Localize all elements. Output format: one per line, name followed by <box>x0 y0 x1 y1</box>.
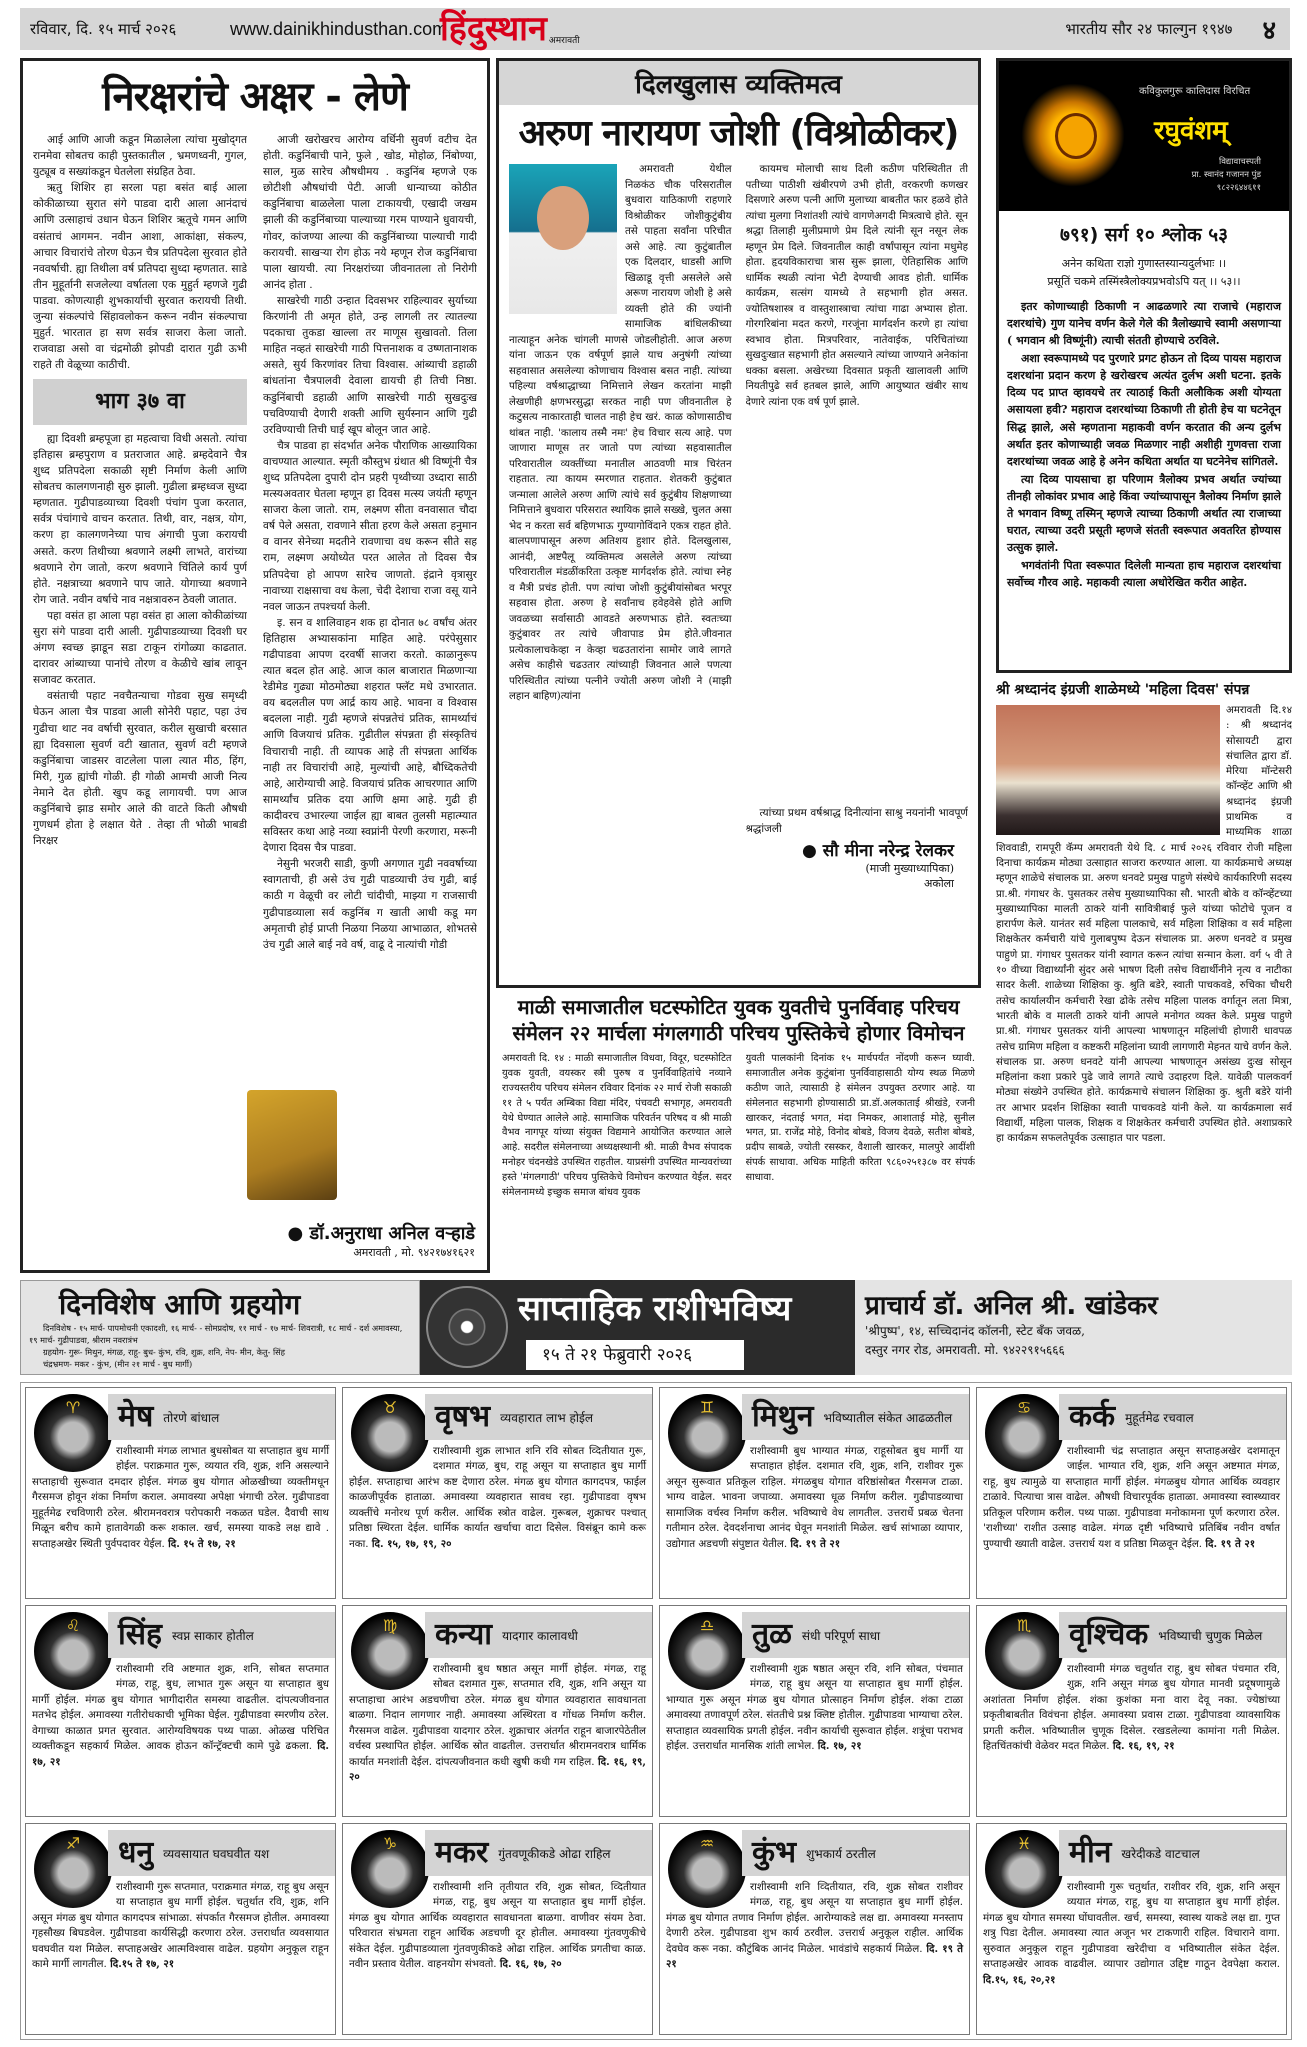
paragraph: त्या दिव्य पायसाचा हा परिणाम त्रैलोक्य प्रभव अर्थात ज्यांच्या तीनही लोकांवर प्रभाव आहे किंवा ज्यांच्यापासून त्रैलोक्य निर्माण झाले ते भगवान विष्णू तस्मिन् म्हणजे त्याच्या ठिकाणी अर्थात त्या राजाच्या घरात, त्याच्या उदरी प्रसूती म्हणजे संतती स्वरूपात अवतरित होण्यास उत्सुक झाले. <box>1007 472 1281 554</box>
article-body <box>996 703 1292 1258</box>
auspicious-days: दि. १६, १९, २० <box>349 1755 646 1784</box>
masthead-date: रविवार, दि. १५ मार्च २०२६ <box>30 20 177 38</box>
person-photo <box>509 164 617 314</box>
rashibhavishya-title: साप्ताहिक राशीभविष्य <box>518 1289 792 1329</box>
rashi-header <box>1059 1830 1286 1876</box>
forecast-text: राशीस्वामी बुध षष्ठात असून मार्गी होईल. मंगळ, राहू सोबत दशमात गुरू, सप्तमात रवि, शुक्र, शनि असून या सप्ताहाचा आरंभ अडचणीचा ठरेल. मंगळ बुध योगात व्यवहारात सावधानता बाळगा. निदान लागणार नाही. अमावस्या अस्थिरता व गोंधळ निर्माण करील. गैरसमज वाढेल. गुढीपाडवा यादगार ठरेल. शुक्राचार अंतर्गत राहून बाजारपेठेतील वर्चस्व प्रस्थापित होईल. आर्थिक स्रोत वाढतील. उत्तरार्धात श्रीरामनवरात्र धार्मिक कार्यात मनशांती देईल. दांपत्यजीवनात कधी खुषी कधी गम राहिल. <box>349 1663 646 1768</box>
rashi-name: मीन <box>1069 1835 1112 1870</box>
rashi-name: कन्या <box>435 1617 493 1652</box>
bullet-icon: ● <box>287 1223 310 1244</box>
dinvishesh-box <box>20 1280 420 1375</box>
author-title: विद्यावाचस्पती <box>1219 157 1261 167</box>
rashi-forecast <box>32 1880 329 1973</box>
banner-title: रघुवंशम् <box>1154 116 1228 146</box>
auspicious-days: दि.१५, १६, २०,२१ <box>983 1973 1056 1986</box>
paragraph: आजी खरोखरच आरोग्य वर्धिनी सुवर्ण वटीच देत होती. कडुनिंबाची पाने, फुले , खोड, मोहोळ, निंबोण्या, साल, मुळ सारेच औषधीमय . कडुनिंब म्हणजे एक छोटीशी औषधांची पेटी. आजी धान्याच्या कोठीत कडुनिंबाचा बाळलेला पाला टाकायची, एखादी जखम झाली की कडुनिंबाच्या पाल्याच्या गरम पाण्याने धुवायची, गोवर, कांजण्या आल्या की कडुनिंबाच्या पाल्याची गादी करायची. साखऱ्या रोग होऊ नये म्हणून रोज कडुनिंबाचा पाला खायची. त्या निरक्षरांच्या जीवनातला तो निरोगी आनंद होता . <box>263 134 477 291</box>
rashi-forecast <box>983 1444 1280 1552</box>
part-label: भाग ३७ वा <box>33 379 247 424</box>
section-kicker: दिलखुलास व्यक्तिमत्व <box>499 61 978 105</box>
banner-author <box>1192 156 1261 194</box>
author-name: प्रा. स्वानंद गजानन पुंड <box>1191 169 1261 180</box>
rashi-card <box>342 1605 653 1817</box>
rashi-header <box>425 1612 652 1658</box>
auspicious-days: दि. १९ ते २१ <box>1205 1537 1256 1550</box>
rashi-forecast <box>666 1662 963 1755</box>
zodiac-glyph-icon: ♍ <box>382 1616 398 1635</box>
article-mahila-divas <box>996 680 1292 1274</box>
verse-commentary <box>999 298 1289 591</box>
paragraph: कायमच मोलाची साथ दिली कठीण परिस्थितीत ती पतीच्या पाठीशी खंबीरपणे उभी होती, वरकरणी कणखर दिसणारे अरुण पत्नी आणि मुलाच्या बाबतीत फार हळवे होते त्यांचा मुलगा निशांतशी त्यांचे वागणेअगदी मित्रत्वाचे होते. सून श्रद्धा तिलाही मुलीप्रमाणे प्रेम दिले त्यांनी सून नसून लेक म्हणून प्रेम दिले. जिवनातील काही वर्षांपासून त्यांना मधुमेह होता. हृदयविकाराचा त्रास सुरू झाला, ऐतिहासिक आणि धार्मिक स्थळी त्यांना भेटी देण्याची आवड होती. धार्मिक कार्यक्रम, सत्संग यामध्ये ते सहभागी होत असत. ज्योतिषशास्त्र व वास्तुशास्त्राचा त्यांचा गाढा अभ्यास होता. गोरगरिबांना मदत करणे, गरजूंना मार्गदर्शन करणे हा त्यांचा स्वभाव होता. मित्रपरिवार, नातेवाईक, परिचितांच्या सुखदुःखात सहभागी होत असल्याने त्यांच्या जाण्याने अनेकांना धक्का बसला. अखेरच्या दिवसात प्रकृती खालावली आणि नियतीपुढे सर्व हतबल झाले, आणि आयुष्यात खंबीर साथ देणारे त्यांना एक वर्ष पूर्ण झाले. <box>745 164 968 408</box>
rashi-header <box>108 1612 335 1658</box>
rashi-header <box>1059 1612 1286 1658</box>
article-column-2 <box>263 132 477 1012</box>
paragraph: अशा स्वरूपामध्ये पद पुरणारे प्रगट होऊन तो दिव्य पायस महाराज दशरथांना प्रदान करण हे खरोखरच अत्यंत दुर्लभ अशी घटना. इतके दिव्य पद प्राप्त व्हावयचे तर त्याठाई किती अलौकिक अशी योग्यता असायला हवी? महाराज दशरथांच्या ठिकाणी ती होती हेच या घटनेतून सिद्ध झाले, असे म्हणताना महाकवी वर्णन करतात की अन्य दुर्लभ अर्थात इतर कोणाच्याही जवळ मिळणार नाही अशीही गुणवत्ता राजा दशरथांच्या जवळ आहे हे अनेन कथिता अर्थात या घटनेनेच सांगितले. <box>1007 352 1281 468</box>
forecast-text: राशीस्वामी शुक्र लाभात शनि रवि सोबत व्दितीयात गुरू, दशमात मंगळ, बुध, राहू असून या सप्ताहात बुध मार्गी होईल. सप्ताहाचा आरंभ कष्ट देणारा ठरेल. मंगळ बुध योगात कागदपत्र, फाईल काळजीपूर्वक हाताळा. अमावस्या व्यवहारात सावध रहा. गुढीपाडवा वृषभ व्यक्तींचे मनोरथ पूर्ण करील. आर्थिक स्त्रोत वाढेल. गुरूबल, शुक्राचर पश्चात्‌ प्रतिष्ठा स्थिरता देईल. धार्मिक कार्यात खर्चाचा वाटा दिसेल. विसंब्रून कामे करू नका. <box>349 1445 646 1550</box>
zodiac-glyph-icon: ♎ <box>699 1616 715 1635</box>
rashi-header <box>108 1394 335 1440</box>
astrologer-address-2: दस्तुर नगर रोड, अमरावती. मो. ९४२२९१५६६६ <box>865 1343 1065 1358</box>
auspicious-days: दि.१५ ते १७, २१ <box>110 1958 175 1971</box>
grahayog-line: ग्रहयोग- गुरू- मिथुन, मंगळ, राहू- बुध- कुंभ, रवि, शुक्र, शनि, नेप- मीन, केतु- सिंह <box>43 1346 285 1357</box>
astrologer-name: प्राचार्य डॉ. अनिल श्री. खांडेकर <box>865 1291 1158 1321</box>
article-niraksharanche-akshar <box>20 58 490 1273</box>
rashi-forecast <box>666 1880 963 1973</box>
zodiac-wheel-icon <box>426 1286 508 1368</box>
rashibhavishya-banner <box>420 1280 855 1375</box>
raghuvansham-column <box>996 58 1292 673</box>
forecast-text: राशीस्वामी मंगळ लाभात बुधसोबत या सप्ताहात बुध मार्गी होईल. पराक्रमात गुरू, व्ययात रवि, शुक्र, शनि असल्याने सप्ताहाची सुरूवात दमदार होईल. मंगळ बुध योगात ओळखीच्या व्यक्तीमधून गैरसमज होवून शंका निर्माण कराल. अमावस्या अपेक्षा भंगाची ठरेल. गुढीपाडवा मुहूर्तमेढ रचविणारी ठरेल. श्रीरामनवरात्र परोपकारी नकळत घडेल. दैवाची साथ मिळून बरीच कामे हातावेगळी करू शकाल. खर्च, समस्या याकडे लक्ष द्यावे . सप्ताहअखेर स्थिती पुर्वपदावर येईल. <box>32 1445 329 1550</box>
dinvishesh-title: दिनविशेष आणि ग्रहयोग <box>59 1288 301 1321</box>
rashi-forecast <box>32 1662 329 1770</box>
chandrabhraman-line: चंद्रभ्रमण- मकर - कुंभ, (मीन २१ मार्च - बुध मार्गी) <box>43 1358 193 1369</box>
rashi-name: मकर <box>435 1835 489 1870</box>
paragraph: नेसुनी भरजरी साडी, कुणी अगणात गुढी नववर्षाच्या स्वागताची, ही असे उंच गुढी पाडव्याची उंच गुढी, बाई काठी ग वेळूची वर लोटी चांदीची, माझ्या ग राजसाची गुढीपाडव्याला सर्व कडुनिंब ग खाती आधी कडू मग अमृताची होई प्राप्ती निळया निळया आभाळात, शोभतसे उंच गुढी आले बाई नवे वर्ष, वाढू दे नात्यांची गोडी <box>263 858 477 951</box>
sanskrit-verse <box>999 255 1289 290</box>
article-headline: अरुण नारायण जोशी (विश्रोळीकर) <box>518 113 959 154</box>
rashi-header <box>742 1612 969 1658</box>
auspicious-days: दि. १९ ते २१ <box>666 1942 963 1971</box>
headline-line-2: संमेलन २२ मार्चला मंगलगाठी परिचय पुस्तिकेचे होणार विमोचन <box>512 1021 965 1045</box>
rashi-card <box>976 1605 1287 1817</box>
rashi-grid <box>20 1382 1292 2040</box>
masthead-city: अमरावती <box>548 36 580 46</box>
article-column-2 <box>746 162 969 952</box>
author-title: (माजी मुख्याध्यापिका) <box>865 861 954 875</box>
zodiac-glyph-icon: ♓ <box>1016 1834 1032 1853</box>
author-address: अमरावती , मो. ९४२१७४१६२१ <box>353 1246 475 1259</box>
newspaper-logo: हिंदुस्थान <box>440 9 547 49</box>
forecast-text: राशीस्वामी शनि व्दितीयात, रवि, शुक्र सोबत राशीवर मंगळ, राहू, बुध असून या सप्ताहात बुध मार्गी होईल. मंगळ बुध योगात तणाव निर्माण होईल. आरोग्याकडे लक्ष द्या. अमावस्या मनस्ताप देणारी ठरेल. गुढीपाडवा शुभ कार्य ठरवील. उत्तरार्ध अनुकूल राहील. आर्थिक देवघेव करू नका. कौटुंबिक आनंद मिळेल. भावंडांचे सहकार्य मिळेल. <box>666 1881 963 1955</box>
paragraph: अमरावती दि.१४ : श्री श्रध्दानंद सोसायटी द्वारा संचालित द्वारा डॉ. मेरिया मॉन्टेसरी कॉन्व्हेंट आणि श्री श्रध्दानंद इंग्रजी प्राथमिक व माध्यमिक शाळा शिववाडी, रामपूरी कॅम्प अमरावती येथे दि. ८ मार्च २०२६ रविवार रोजी महिला दिनाचा कार्यक्रम मोठ्या उत्साहात साजरा करण्यात आला. या कार्यक्रमाचे अध्यक्ष म्हणून शाळेचे संचालक प्रा. अरुण धनवटे प्रमुख पाहुणे संस्थेचे कार्यकारिणी सदस्य प्रा.श्री. गंगाधर के. पुसतकर तसेच मुख्याध्यापिका सौ. भारती बोके व कॉन्व्हेंटच्या मुख्याध्यापिका मालती ठाकरे यांनी सावित्रीबाई फुले यांच्या फोटोचे पूजन व हारार्पण केले. यानंतर सर्व महिला पालकाचे, सर्व महिला शिक्षिका व सर्व महिला शिक्षकेतर कर्मचारी यांचे गुलाबपुष्प देऊन संचालक प्रा. अरुण धनवटे व प्रमुख पाहुणे प्रा. गंगाधर पुसतकर यांनी स्वागत करून त्यांचा सन्मान केला. वर्ग ५ वी ते १० वीच्या विद्यार्थ्यांनी सुंदर असे भाषण दिली तसेच विद्यार्थीनीने नृत्य व नाटीका सादर केली. शाळेच्या शिक्षिका कु. श्रुति बडेरे, स्वाती पाचकवडे, रुचिका चौधरी तसेच कार्यालयीन कर्मचारी रेखा ढोके तसेच महिला पालक वर्गातून लता मित्रा, भारती बोके व मालती ठाकरे यांनी आपले मनोगत व्यक्त केले. प्रमुख पाहुणे प्रा.श्री. गंगाधर पुसतकर यांनी आपल्या भाषणातून महिलांची होणारी धावपळ तसेच ग्रामिण महिला व कष्टकरी महिलांना घ्यावी लागणारी मेहनत याचे वर्णन केले. संचालक प्रा. अरुण धनवटे यांनी आपल्या भाषणातून असंख्य दुःख सोसून महिलांना कशा प्रकारे पुढे जावे लागते त्याचे उदाहरण दिले. यावेळी पालकवर्ग मोठ्या संख्येने उपस्थित होते. कार्यक्रमाचे संचालन शिक्षिका कु. श्रुती बडेरे यांनी तर आभार प्रदर्शन शिक्षिका स्वाती पाचकवडे यांनी केले. या कार्यक्रमाला सर्व विद्यार्थी, महिला पालक, शिक्षक व शिक्षकेतर कर्मचारी उपस्थित होते. अशाप्रकारे हा कार्यक्रम सफलतेपूर्वक उत्साहात पार पडला. <box>996 705 1292 1145</box>
rashibhavishya-date-range: १५ ते २१ फेब्रुवारी २०२६ <box>526 1340 744 1370</box>
rashi-card <box>659 1387 970 1599</box>
article-column-1: अमरावती दि. १४ : माळी समाजातील विधवा, विदूर, घटस्फोटित युवक युवती, वयस्कर स्त्री पुरुष व पुनर्विवाहितांचे नव्याने राज्यस्तरीय परिचय संमेलन रविवार दिनांक २२ मार्च रोजी सकाळी ११ ते ५ पर्यंत अम्बिका विद्या मंदिर, पंचवटी सभागृह, अमरावती येथे घेण्यात आलेले आहे. सामाजिक परिवर्तन परिषद व श्री माळी वैभव नागपूर यांच्या संयुक्त विद्यमाने आयोजित करण्यात आले आहे. सदरील संमेलनाच्या अध्यक्षस्थानी श्री. माळी वैभव संपादक मनोहर चंदनखेडे उपस्थित राहतील. याप्रसंगी उपस्थित मान्यवरांच्या हस्ते 'मंगलगाठी' परिचय पुस्तिकेचे विमोचन करण्यात येईल. सदर संमेलनामध्ये इच्छुक समाज बांधव युवक <box>502 1053 732 1199</box>
rashi-name: कर्क <box>1069 1399 1116 1434</box>
rashi-card <box>25 1387 336 1599</box>
author-name: सौ मीना नरेन्द्र रेलकर <box>822 840 954 861</box>
paragraph: ह्या दिवशी ब्रम्हपूजा हा महत्वाचा विधी असतो. त्यांचा इतिहास ब्रम्हपुराण व प्रतराजात आहे. ब्रम्हदेवाने चैत्र शुध्द प्रतिपदेला सकाळी सृष्टी निर्माण केली आणि सोबतच कालगणनाही सुरु झाली. गुढीला ब्रम्हध्वज सुध्दा म्हणतात. गुढीपाडव्याच्या दिवशी पंचांग पुजा करतात, सर्वत्र पंचांगाचे वाचन करतात. तिथी, वार, नक्षत्र, योग, करण हा कालगणनेच्या पाच अंगाची पुजा करायची असते. करण तिथीच्या श्रवणाने लक्ष्मी लाभते, वारांच्या श्रवणाने रोग जातो, करण श्रवणाने चिंतिले कार्य पुर्ण होते. नक्षत्राच्या श्रवणाने पाप जाते. योगाच्या श्रवणाने रोग जाते. नवीन वर्षाचे नाव नक्षत्रावरुन ठेवली जातात. <box>33 432 247 606</box>
rashi-name: तुळ <box>752 1617 792 1652</box>
rashi-name: कुंभ <box>752 1835 797 1870</box>
masthead-url[interactable]: www.dainikhindusthan.com <box>230 18 448 39</box>
rashi-forecast <box>32 1444 329 1552</box>
forecast-text: राशीस्वामी शुक्र षष्ठात असून रवि, शनि सोबत, पंचमात मंगळ, राहू बुध असून या सप्ताहात बुध मार्गी होईल. भाग्यात गुरू असून मंगळ बुध योगात प्रोत्साहन निर्माण होईल. शंका टाळा अमावस्या तणावपूर्ण ठरेल. संततीचे प्रश्न क्लिष्ट होतील. गुढीपाडवा भाग्याचा ठरेल. सप्ताहात व्यवसायिक प्रगती होईल. नवीन कार्याची सुरूवात होईल. शत्रूंचा पराभव होईल. उत्तरार्धात मानसिक शांती लाभेल. <box>666 1663 963 1753</box>
auspicious-days: दि. १५, १७, १९, २० <box>371 1537 452 1550</box>
article-headline: श्री श्रध्दानंद इंग्रजी शाळेमध्ये 'महिला दिवस' संपन्न <box>996 682 1250 698</box>
zodiac-glyph-icon: ♑ <box>382 1834 398 1853</box>
zodiac-glyph-icon: ♒ <box>699 1834 715 1853</box>
rashi-tagline: खरेदीकडे वाटचाल <box>1121 1846 1200 1861</box>
article-column-1 <box>509 162 732 952</box>
rashi-header <box>1059 1394 1286 1440</box>
rashi-name: धनु <box>118 1835 154 1870</box>
rashi-card <box>976 1387 1287 1599</box>
page-number: ४ <box>1262 16 1276 46</box>
rashi-tagline: स्वप्न साकार होतील <box>171 1628 254 1643</box>
rashi-name: सिंह <box>118 1617 162 1652</box>
tribute: त्यांच्या प्रथम वर्षश्राद्ध दिनीत्यांना साश्रु नयनांनी भावपूर्ण श्रद्धांजली <box>745 807 968 835</box>
rashi-tagline: तोरणे बांधाल <box>163 1410 220 1425</box>
rashi-tagline: भविष्याची चुणुक मिळेल <box>1158 1628 1263 1643</box>
forecast-text: राशीस्वामी गुरू सप्तमात, पराक्रमात मंगळ, राहू बुध असून या सप्ताहात बुध मार्गी होईल. चतुर्थात रवि, शुक्र, शनि असून मंगळ बुध योगात कागदपत्र सांभाळा. संपर्कात गैरसमज होतील. अमावस्या गृहसौख्य बिघडवेल. गुढीपाडवा कार्यसिद्धी करणारा ठरेल. उत्तरार्धात व्यवसायात घवघवीत यश मिळेल. सप्ताहअखेर आत्मविश्वास वाढेल. ग्रहयोग अनुकूल राहून कामे मार्गी लागतील. <box>32 1881 329 1971</box>
verse-line: अनेन कथिता राज्ञो गुणास्तस्यान्यदुर्लभाः ।। <box>1061 257 1227 270</box>
rashi-forecast <box>349 1880 646 1973</box>
rashi-forecast <box>983 1880 1280 1988</box>
forecast-text: राशीस्वामी चंद्र सप्ताहात असून सप्ताहअखेर दशमातून जाईल. भाग्यात रवि, शुक्र, शनि असून अष्टमात मंगळ, राहू, बुध त्यामुळे या सप्ताहात मार्गी होईल. मंगळबुध योगात आर्थिक व्यवहार टाळावे. पित्याचा त्रास वाढेल. औषधी विचारपूर्वक हाताळा. अमावस्या स्वास्थ्यावर प्रतिकूल परिणाम करील. पथ्य पाळा. गुढीपाडवा मनोकामना पूर्ण करणारा ठरेल. 'राशीच्या' राशीत उत्साह वाढेल. मंगळ दृष्टी भविष्याचे प्रतिबिंब नवीन वर्षात पुण्याची ख्याती वाढेल. उत्तरार्ध यश व प्रतिष्ठा मिळवून देईल. <box>983 1445 1280 1550</box>
article-headline: निरक्षरांचे अक्षर - लेणे <box>102 74 408 120</box>
rashi-tagline: यादगार कालावधी <box>502 1628 578 1643</box>
rashi-tagline: व्यवसायात घवघवीत यश <box>163 1846 270 1861</box>
zodiac-glyph-icon: ♈ <box>65 1398 81 1417</box>
forecast-text: राशीस्वामी रवि अष्टमात शुक्र, शनि, सोबत सप्तमात मंगळ, राहू, बुध, लाभात गुरू असून या सप्ताहात बुध मार्गी होईल. मंगळ बुध योगात भागीदारीत समस्या वाढतील. दांपत्यजीवनात मतभेद होईल. अमावस्या गतीरोधकाची भूमिका घेईल. गुढीपाडवा स्मरणीय ठरेल. वेगाच्या काळात प्रगत सुरवात. आरोग्यविषयक पथ्य पाळा. ओळख परिचित व्यक्तीकडून सहकार्य मिळेल. आवक होऊन कॉन्ट्रॅक्टची कामे पुढे ढकला. <box>32 1663 329 1753</box>
rashi-forecast <box>666 1444 963 1552</box>
rashi-tagline: शुभकार्य ठरतील <box>806 1846 876 1861</box>
rashi-card <box>25 1823 336 2035</box>
paragraph: साखरेची गाठी उन्हात दिवसभर राहिल्यावर सुर्याच्या किरणांनी ती अमृत होते, उन्ह लागली तर त्यातल्या पदकाचा तुकडा खाल्ला तर माणूस सुखावतो. तिला माहित नव्हतं साखरेची गाठी पित्तनाशक व उष्णतानाशक असते, सुर्य किरणांवर तिचा विश्वास. आंब्याची डहाळी बांधतांना चैत्रपालवी देवाला द्यायची ही तिची निष्ठा. कडुनिंबाची डहाळी आणि साखरेची गाठी सुखदुःख पचविण्याची देणारी शक्ती आणि सुर्यस्नान आणि गुढी उरविण्याची तिची घाई खूप बोलून जात आहे. <box>263 294 477 436</box>
verse-line: प्रसूतिं चकमे तस्मिंस्त्रैलोक्यप्रभवोऽपि यत् ।। ५३।। <box>1047 274 1241 288</box>
paragraph: चैत्र पाडवा हा संदर्भात अनेक पौराणिक आख्यायिका वाचण्यात आल्यात. स्मृती कौस्तुभ ग्रंथात श्री विष्णूंनी चैत्र शुध्द प्रतिपदेला दुपारी दोन प्रहरी पृथ्वीच्या उध्दारा साठी मत्स्यअवतार घेतला म्हणून हा दिवस मत्स्य जयंती म्हणून साजरा केला जातो. राम, लक्ष्मण सीता वनवासात चौदा वर्ष पेले असता, रावणाने सीता हरण केले असता हनुमान व वानर सेनेच्या मदतीने रावणाचा वध करून सीते सह राम, लक्ष्मण अयोध्येत परत आलेत तो दिवस चैत्र प्रतिपदेचा हो आपण सारेच जाणतो. इंद्राने वृत्रासुर नावाच्या राक्षसाचा वध केला, चेदी देशाचा राजा वसू याने नवल जाऊन तपश्चर्या केली. <box>263 439 477 613</box>
astrologer-box <box>855 1280 1292 1375</box>
verse-number: ७९१) सर्ग १० श्लोक ५३ <box>1059 224 1229 246</box>
forecast-text: राशीस्वामी मंगळ चतुर्थात राहू, बुध सोबत पंचमात रवि, शुक्र, शनि असून मंगळ बुध योगात मानवी प्रदूषणामुळे अशांतता निर्माण होईल. शंका कुशंका मना वारा देवू नका. ज्येष्ठांच्या प्रकृतीबाबतीत विवंचना होईल. अमावस्या प्रवास टाळा. गुढीपाडवा व्यावसायिक प्रगती करील. भविष्यातील चुणूक दिसेल. रखडलेल्या कामांना गती मिळेल. हितचिंतकांची वेळेवर मदत मिळेल. <box>983 1663 1280 1753</box>
rashi-card <box>25 1605 336 1817</box>
rashi-card <box>342 1387 653 1599</box>
rashi-tagline: गुंतवणूकीकडे ओढा राहिल <box>498 1846 611 1861</box>
auspicious-days: दि. १७, २१ <box>32 1740 329 1768</box>
article-column-2: युवती पालकांनी दिनांक १५ मार्चपर्यंत नोंदणी करून घ्यावी. समाजातील अनेक कुटुंबांना पुनर्विवाहासाठी योग्य स्थळ मिळणे कठीण जाते, त्यासाठी हे संमेलन उपयुक्त ठरणार आहे. या संमेलनात सहभागी होण्यासाठी प्रा.डॉ.अलकाताई श्रीखंडे, रजनी खारकर, नंदताई भगत, मंदा निमकर, आशाताई मोहे, सुनील भगत, प्रा. राजेंद्र मोहे, विनोद बोबडे, विजय देवळे, सतीश बोबडे, प्रदीप साबळे, ज्योती रसस्कर, वैशाली खारकर, मालपुरे आदींशी संपर्क साधावा. अधिक माहिती करिता ९८६०२५१३८७ वर संपर्क साधावा. <box>745 1053 975 1184</box>
dinvishesh-line: दिनविशेष - १५ मार्च- पापमोचनी एकादशी, १६ मार्च- - सोमप्रदोष, ११ मार्च - १७ मार्च- शिवरात्री, १८ मार्च - दर्श अमावस्या, १९ मार्च- गुढीपाडवा, श्रीराम नवरात्रंभ <box>29 1323 403 1345</box>
rashi-name: मिथुन <box>752 1399 814 1434</box>
astrologer-address-1: 'श्रीपुष्प', १४, सच्चिदानंद कॉलनी, स्टेट बँक जवळ, <box>865 1324 1085 1338</box>
masthead <box>20 8 1290 50</box>
headline-line-1: माळी समाजातील घटस्फोटित युवक युवतीचे पुनर्विवाह परिचय <box>517 995 960 1019</box>
rashi-header <box>425 1394 652 1440</box>
rashi-header <box>425 1830 652 1876</box>
paragraph: अमरावती येथील निळकंठ चौक परिसरातील बुधवारा याठिकाणी राहणारे विश्रोळीकर जोशीकुटुंबीय तसे पाहता सर्वांना परिचीत असे आहे. त्या कुटुंबातील एक दिलदार, धाडसी आणि खिळाडू वृत्ती असलेले असे अरूण नारायण जोशी हे असे व्यक्ती होते की ज्यांनी सामाजिक बांधिलकीच्या नात्याहून अनेक चांगली माणसे जोडलीहोती. आज अरुण यांना जाऊन एक वर्षपूर्ण झाले याच अनुषंगी त्यांच्या सहवासात असलेल्या कोणाचाय विश्वास बसत नाही. त्यांच्या पहिल्या वर्षश्राद्धाच्या निमित्ताने लेखन करतांना माझी लेखणीही क्षणभरसुद्धा सरकत नाही पण जीवनातील हे कटुसत्य नाकारताही चालत नाही हेच खरं. काळ कोणासाठीच थांबत नाही. 'कालाय तस्मै नमः' हेच विचार सत्य आहे. पण जाणारा माणूस तर जातो पण त्यांच्या सहवासातील परिवारातील व्यक्तींच्या मनातील आठवणी मात्र चिरंतन राहतात. त्या कायम स्मरणात राहतात. शेतकरी कुटुंबात जन्माला आलेले अरुण आणि त्यांचे सर्व कुटुंबीय शिक्षणाच्या निमित्ताने बुधवारा परिसरात स्थायिक झाले सख्खे, चुलत असा भेद न करता सर्व बहिणभाऊ गुण्यागोविंदाने एकत्र राहत होते. बालपणापासून अरुण अतिशय हुशार होते. दिलखुलास, आनंदी, अष्टपैलू व्यक्तिमत्व असलेले अरुण त्यांच्या परिवारातील मंडळींकरिता उत्कृष्ट मार्गदर्शक होते. त्यांचा स्नेह व मैत्री प्रचंड होती. पण त्यांचा जोशी कुटुंबीयांसोबत भरपूर सहवास होता. अरुण हे सर्वांनाच हवेहवेसे होते आणि जवळच्या सर्वासाठी आवडते अरुणभाऊ होते. स्वतःच्या कुटुंबावर तर त्यांचे जीवापाड प्रेम होते.जीवनात प्रत्येकालाचकेव्हा न केव्हा चढउतारांना सामोर जावे लागते असेच काहीसे चढउतार त्यांच्याही जिवनात आले पणत्या परिस्थितीत त्यांच्या पत्नीने ज्योती अरुण जोशी ने (माझी लहान बाहिण)त्यांना <box>509 164 732 702</box>
author-city: अकोला <box>923 876 954 890</box>
zodiac-glyph-icon: ♋ <box>1016 1398 1032 1417</box>
indian-calendar-date: भारतीय सौर २४ फाल्गुन १९४७ <box>1065 20 1233 38</box>
paragraph: वसंताची पहाट नवचैतन्याचा गोडवा सुख समृध्दी घेऊन आला चैत्र पाडवा आली सोनेरी पहाट, पहा उंच गुढीचा थाट नव वर्षाची सुरवात, करील सुखाची बरसात ह्या दिवसाला सुवर्ण वटी खातात, सुवर्ण वटी म्हणजे कडुनिंबाचा जाडसर वाटलेला पाला त्यात मीठ, हिंग, मिरी, गुळ ह्यांची गोळी. ही गोळी आमची आजी नित्य नेमाने देत होती. खुप कडू लागायची. पण आज कडुनिंबाचे झाड समोर आले की वाटते किती औषधी गुणधर्म होता हे लक्षात येते . तेव्हा ती भोळी भाबडी निरक्षर <box>33 690 247 848</box>
auspicious-days: दि. १७, २१ <box>817 1740 862 1753</box>
rashi-header <box>742 1830 969 1876</box>
rashi-card <box>342 1823 653 2035</box>
auspicious-days: दि. १६, १७, २० <box>499 1958 562 1971</box>
zodiac-glyph-icon: ♉ <box>382 1398 398 1417</box>
forecast-text: राशीस्वामी शनि तृतीयात रवि, शुक्र सोबत, व्दितीयात मंगळ, राहू, बुध असून या सप्ताहात बुध मार्गी होईल. मंगळ बुध योगात आर्थिक व्यवहारात सावधानता बाळगा. वाणीवर संयम ठेवा. परिवारात संभ्रमता राहून आर्थिक अडचणी दूर होतील. अमावस्या गुंतवणुकीचे संकेत देईल. गुढीपाडव्याला गुंतवणुकीकडे ओढा राहिल. आर्थिक प्रगतीचा काळ. नवीन प्रस्ताव येतील. वाहनयोग संभवतो. <box>349 1881 646 1971</box>
forecast-text: राशीस्वामी बुध भाग्यात मंगळ, राहूसोबत बुध मार्गी या सप्ताहात होईल. दशमात रवि, शुक्र, शनि, राशीवर गुरू असून सुरूवात प्रतिकूल राहिल. मंगळबुध योगात वरिष्ठांसोबत गैरसमज टाळा. भाग्य वाढेल. भावना जपाव्या. अमावस्या धूळ निर्माण करील. गुढीपाडव्याचा सामाजिक वर्चस्व निर्माण करील. भविष्याचे वेध लागतील. उत्तरार्धे प्रबळ चेतना गतीमान ठरेल. देवदर्शनाचा आनंद घेवून मनशांती मिळेल. खर्च सांभाळा व्यापार, उद्योगात अडचणी संपुष्टात येतील. <box>666 1445 963 1550</box>
article-arun-joshi <box>496 58 981 988</box>
forecast-text: राशीस्वामी गुरू चतुर्थात, राशीवर रवि, शुक्र, शनि असून व्ययात मंगळ, राहू, बुध या सप्ताहात बुध मार्गी होईल. मंगळ बुध योगात समस्या घोंघावतील. खर्च, समस्या, स्वास्थ याकडे लक्ष द्या. गुप्त शत्रु पिडा देतील. अमावस्या त्यात अजून भर टाकणारी राहिल. विचाराने वागा. सुरुवात अनुकूल राहून गुढीपाडवा खरेदीचा व भविष्यातील संकेत देईल. सप्ताहअखेर आवक वाढवील. व्यापार उद्योगात उद्दिष्ट गाठून देवपेक्षा कराल. <box>983 1881 1280 1971</box>
rashi-forecast <box>983 1662 1280 1755</box>
raghuvansham-banner <box>999 61 1289 211</box>
event-photo <box>996 705 1220 835</box>
zodiac-glyph-icon: ♌ <box>65 1616 81 1635</box>
banner-subtitle: कविकुलगुरू कालिदास विरचित <box>1139 86 1251 97</box>
paragraph: भगवंतांनी पिता स्वरूपात दिलेली मान्यता हाच महाराज दशरथांचा सर्वोच्च गौरव आहे. महाकवी त्याला अधोरेखित करीत आहेत. <box>1007 558 1281 589</box>
rashi-card <box>659 1823 970 2035</box>
author-name: डॉ.अनुराधा अनिल वऱ्हाडे <box>309 1223 475 1244</box>
sun-emblem-icon <box>1021 83 1125 187</box>
zodiac-glyph-icon: ♐ <box>65 1834 81 1853</box>
rashi-tagline: मुहूर्तमेढ रचवाल <box>1125 1410 1194 1425</box>
zodiac-glyph-icon: ♏ <box>1016 1616 1032 1635</box>
bullet-icon: ● <box>802 840 823 861</box>
author-byline <box>746 838 969 891</box>
rashi-header <box>108 1830 335 1876</box>
rashi-card <box>976 1823 1287 2035</box>
paragraph: ऋतु शिशिर हा सरला पहा बसंत बाई आला कोकीळाच्या सुरात संगे पाडवा दारी आला आनंदाचं आणि उत्साहाचं उधान घेऊन शिशिर ऋतूचे गमन आणि वसंताचं आगमन. नवीन आशा, आकांक्षा, संकल्प, आचार विचारांचे तोरण घेऊन चैत्र प्रतिपदेला सुरवात होते नववर्षाची. ह्या तिथीला वर्ष प्रतिपदा सुध्दा म्हणतात. साडे तीन मुहूर्तानी सजलेल्या वर्षातला एक मुहुर्त म्हणजे गुढी पाडवा. कोणत्याही शुभकार्याची सुरवात करायची तिथी. जुन्या संकल्पांचे सिंहावलोकन करून नवीन संकल्पाचा मुहुर्त. भारतात हा सण सर्वत्र साजरा केला जातो. राजवाडा असो वा चंद्रमोळी झोपडी दारात गुढी ऊभी राहते ती वेळूच्या काठीची. <box>33 182 247 372</box>
auspicious-days: दि. १९ ते २१ <box>790 1537 841 1550</box>
rashi-forecast <box>349 1662 646 1786</box>
rashi-name: मेष <box>118 1399 154 1434</box>
paragraph: इतर कोणाच्याही ठिकाणी न आढळणारे त्या राजाचे (महाराज दशरथांचे) गुण यानेच वर्णन केले गेले की त्रैलोख्याचे स्वामी असणाऱ्या ( भगवान श्री विष्णूंनी) त्याची संतती होण्याचे ठरविले. <box>1007 300 1281 348</box>
author-photo <box>247 1090 337 1200</box>
rashi-tagline: भविष्यातील संकेत आढळतील <box>823 1410 953 1425</box>
rashi-header <box>742 1394 969 1440</box>
author-byline <box>287 1221 475 1260</box>
auspicious-days: दि. १५ ते १७, २१ <box>168 1537 236 1550</box>
rashi-name: वृषभ <box>435 1399 491 1434</box>
article-headline <box>496 994 981 1046</box>
auspicious-days: दि. १६, १९, २१ <box>1112 1740 1175 1753</box>
paragraph: इ. सन व शालिवाहन शक हा दोनात ७८ वर्षांच अंतर हितिहास अभ्यासकांना माहित आहे. परंपेसुसार गढीपाडवा आपण दरवर्षी साजरा करतो. काळानुरूप त्यात बदल होत आहे. आज काल बाजारात मिळणाऱ्या रेडीमेड गुढ्या मोठमोठ्या शहरात फ्लॅट मधे उभारतात. वय बदलतील पण आर्द्र काय आहे. भावना व विश्वास बदलला नाही. गुढी म्हणजे संपन्नतेचं प्रतिक, सामर्थ्याचं आणि विजयाचं प्रतिक. गुढीतील संपन्नता ही संस्कृतिचं विचाराची नाही. ती व्यापक आहे ती संपन्नता आर्थिक नाही तर विचारांची आहे, मुल्यांची आहे, बौध्दिकतेची आहे, आरोग्याची आहे. विजयाचं प्रतिक आचरणात आणि सामर्थ्यांच प्रतिक दया आणि क्षमा आहे. गुढी ही कादीवरच उभारल्या जाईल ह्या बाबत तुलसी महात्म्यात सविस्तर कथा आहे नव्या स्वप्नांनी पेरणी करणारा, मरूनी देणारा दिवस चैत्र पाडवा. <box>263 616 477 855</box>
article-column-1 <box>33 132 247 1197</box>
rashi-tagline: व्यवहारात लाभ होईल <box>500 1410 594 1425</box>
rashi-forecast <box>349 1444 646 1552</box>
author-phone: ९८२२६४४६११ <box>1216 182 1261 193</box>
zodiac-glyph-icon: ♊ <box>699 1398 715 1417</box>
article-mali-samaj <box>496 994 981 1274</box>
paragraph: पहा वसंत हा आला पहा वसंत हा आला कोकीळांच्या सुरा संगे पाडवा दारी आली. गुढीपाडव्याच्या दिवशी घर अंगण स्वच्छ झाडून सडा टाकून रांगोळ्या काढतात. दारावर आंब्याच्या पानांचे तोरण व केळीचे खांब लावून सजावट करतात. <box>33 609 247 687</box>
paragraph: आई आणि आजी कडून मिळालेला त्यांचा मुखोद्‌गत रानमेवा सोबतच काही पुस्तकातील , भ्रमणध्वनी, गुगल, युट्यूब व सख्यांकडून घेतलेला संग्रहित ठेवा. <box>33 134 247 179</box>
rashi-name: वृश्चिक <box>1069 1617 1149 1652</box>
rashi-card <box>659 1605 970 1817</box>
rashi-tagline: संधी परिपूर्ण साधा <box>801 1628 881 1643</box>
